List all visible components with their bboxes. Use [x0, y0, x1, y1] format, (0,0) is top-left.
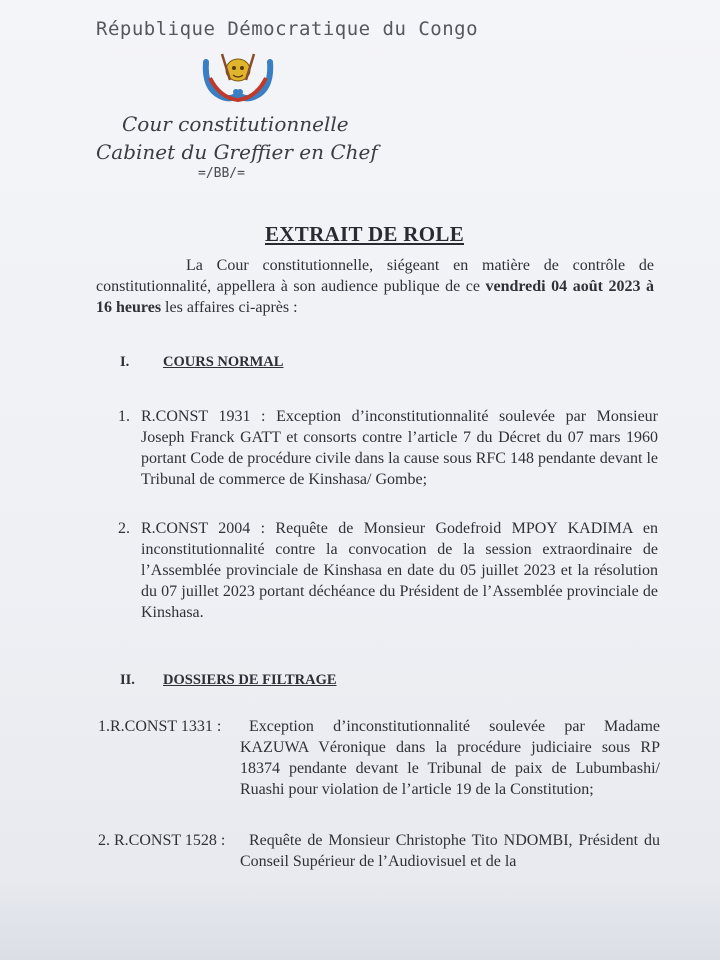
court-name: Cour constitutionnelle: [122, 112, 349, 136]
cabinet-name: Cabinet du Greffier en Chef: [96, 140, 378, 164]
list-item: [118, 518, 658, 623]
document-title: EXTRAIT DE ROLE: [265, 222, 464, 246]
intro-text: La Cour constitutionnelle, siégeant en matière de contrôle de constitutionnalité, appellera à son audience publique de ce: [96, 257, 654, 295]
section-number: I.: [120, 354, 130, 370]
section-title: DOSSIERS DE FILTRAGE: [163, 672, 337, 688]
page-shadow: [0, 880, 720, 960]
drc-coat-of-arms-icon: [200, 48, 276, 108]
section-title: COURS NORMAL: [163, 354, 284, 370]
section-number: II.: [120, 672, 135, 688]
case-reference: 1.R.CONST 1331 :: [98, 718, 222, 735]
list-item: [98, 716, 660, 800]
list-item: [118, 406, 658, 490]
item-number: 1.: [118, 408, 130, 425]
list-item: [98, 830, 660, 872]
reference-code: =/BB/=: [198, 166, 245, 181]
case-reference: 2. R.CONST 1528 :: [98, 832, 226, 849]
item-text: R.CONST 2004 : Requête de Monsieur Godefroid MPOY KADIMA en inconstitutionnalité contre la convocation de la session extraordinaire de l’Assemblée provinciale de Kinshasa en date du 05 juillet 2023 et la résolution du 07 juillet 2023 portant déchéance du Président de l’Assemblée provinciale de Kinshasa.: [141, 520, 658, 621]
hearing-date: vendredi 04 août 2023 à 16 heures: [96, 278, 654, 316]
item-text: Requête de Monsieur Christophe Tito NDOMBI, Président du Conseil Supérieur de l’Audiovisuel et de la: [240, 832, 660, 870]
item-text: Exception d’inconstitutionnalité soulevée par Madame KAZUWA Véronique dans la procédure judiciaire sous RP 18374 pendante devant le Tribunal de paix de Lubumbashi/ Ruashi pour violation de l’article 19 de la Constitution;: [240, 718, 660, 798]
intro-text-end: les affaires ci-après :: [161, 299, 298, 316]
country-header: République Démocratique du Congo: [96, 18, 479, 40]
item-number: 2.: [118, 520, 130, 537]
item-text: R.CONST 1931 : Exception d’inconstitutionnalité soulevée par Monsieur Joseph Franck GATT et consorts contre l’article 7 du Décret du 07 mars 1960 portant Code de procédure civile dans la cause sous RFC 148 pendante devant le Tribunal de commerce de Kinshasa/ Gombe;: [141, 408, 658, 488]
intro-paragraph: [96, 255, 654, 318]
